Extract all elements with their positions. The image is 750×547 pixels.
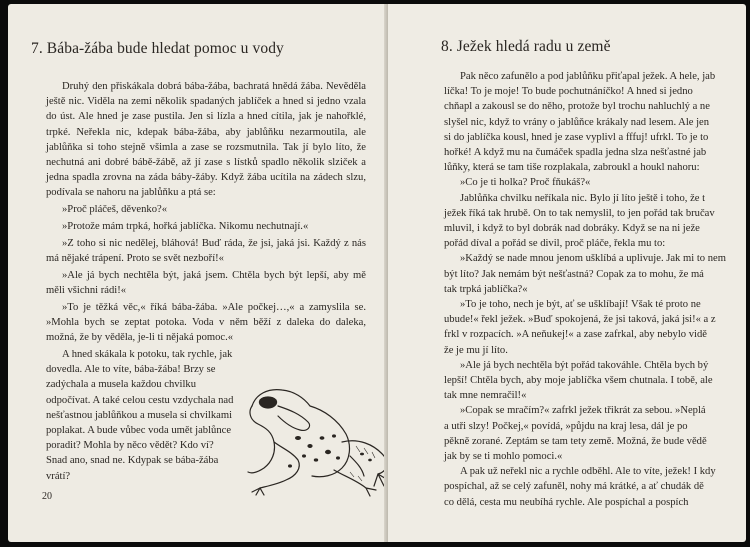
text-line: tak trpká jablíčka?« [444,283,528,295]
text-line: frkl v rozpacích. »A neňukej!« a zase zafrkal, aby nebylo vidě [444,329,707,341]
text-line: pěkně zorané. Zeptám se tam tety země. Možná, že bude vědě [444,435,707,447]
text-line: Jablůňka chvilku neříkala nic. Bylo jí líto ještě i toho, že t [460,192,706,204]
paragraph: A hned skákala k potoku, tak rychle, jak dovedla. Ale to víte, bába-žába! Brzy se zadýchala a musela každou chvilku odpočívat. A také celou cestu vzdychala nad nešťastnou jablůňkou a musela si chvilkami poplakat. A bude vůbec voda umět jablůnce poradit? Mohla by něco vědět? Kdo ví? Snad ano, snad ne. Kdypak se bába-žába vrátí? [46,349,234,482]
paragraph: »Ale já bych nechtěla být, jaká jsem. Chtěla bych být lepší, aby mě měli všichni rádi!« [46,269,366,297]
page-number: 20 [42,491,52,502]
text-line: »Každý se nade mnou jenom ušklíbá a uplivuje. Jak mi to nem [460,253,726,265]
paragraph: »Protože mám trpká, hořká jablíčka. Nikomu nechutnají.« [62,221,309,233]
text-line: líčka! To je moje! To bude pochutnáníčko! A hned si jedno [444,86,693,98]
paragraph: »Z toho si nic nedělej, bláhová! Buď ráda, že jsi, jaká jsi. Každý z nás má nějaké trápení. Proto se svět nezboří!« [46,237,366,265]
text-line: jak by se ti mohlo pomoci.« [444,451,563,463]
text-line: »Copak se mračím?« zafrkl ježek třikrát za sebou. »Neplá [460,405,706,417]
paragraph: »To je těžká věc,« říká bába-žába. »Ale počkej…,« a zamyslila se. »Mohla bych se zeptat potoka. Voda v něm běží z daleka do daleka, možná, že by věděla, je-li ti nějaká pomoc.« [46,301,366,344]
text-line: lůňky, která se tam tiše rozplakala, zabroukl a houkl nahoru: [444,162,700,174]
text-line: tak mne nemračil!« [444,390,527,402]
text-line: »Co je ti holka? Proč fňukáš?« [460,177,591,189]
text-line: slyšel nic, když to vrány o jablůňce krákaly nad lesem. Ale jen [444,116,710,128]
text-line: pořád díval a pořád se divil, proč pláče, řekla mu to: [444,238,666,250]
text-line: hořké! A když mu na čumáček spadla jedna slza nešťastné jab [444,147,707,159]
text-line: si do jablíčka kousl, hned je zase vyplivl a fffuj! ufrkl. To je to [444,131,709,143]
text-line: ježek říká tak hrubě. On to tak nemyslil, to jen pořád tak bručav [444,207,715,219]
text-line: být líto? Jak nemám být nešťastná? Copak za to mohu, že má [444,268,704,280]
text-line: pospíchal, až se celý zafuněl, nohy má krátké, a ať chudák dě [444,481,704,493]
text-line: »Ale já bych nechtěla být pořád takováhle. Chtěla bych bý [460,359,709,371]
right-page [388,4,746,542]
text-line: chňapl a zakousl se do něho, protože byl trochu nahluchlý a ne [444,101,710,113]
text-line: lepší! Chtěla bych, aby moje jablíčka všem chutnala. I tobě, ale [444,375,713,387]
frog-illustration [238,376,386,498]
chapter-8-title: 8. Ježek hledá radu u země [441,38,611,55]
text-line: že je mu jí líto. [444,344,508,356]
right-page-text [444,69,744,510]
left-page [8,4,386,542]
paragraph: »Proč pláčeš, děvenko?« [62,204,168,216]
text-line: »To je toho, nech je být, ať se ušklíbají! Však té proto ne [460,299,701,311]
text-line: mluvil, i když to byl dobrák nad dobráky. Když se na ni ježe [444,223,700,235]
text-line: co dělá, cesta mu neubíhá rychle. Ale pospíchal a pospích [444,496,689,508]
text-line: Pak něco zafunělo a pod jablůňku přiťapal ježek. A hele, jab [460,71,716,82]
paragraph: Druhý den přiskákala dobrá bába-žába, bachratá hnědá žába. Nevěděla ještě nic. Viděla na zemi několik spadaných jablíček a hned si jedno vzala do úst. Ale hned je zase pustila. Jen si lízla a hned cítila, jak je nahořklé, trpké. Neřekla nic, kdepak bába-žába, aby jablůňku nezarmoutila, ale jablůňka si toho stejně všimla a zase se rozsmutnila. Tak jí bylo líto, že nechutná ani dobré bábě-žábě, až jí zase s lístků spadlo několik slziček a jedna spadla zrovna na záda báby-žáby. Když žába ucítila na zádech slzu, podívala se nahoru na jablůňku a ptá se: [46,81,366,199]
text-line: ubude!« řekl ježek. »Buď spokojená, že jsi taková, jaká jsi!« a z [444,314,716,326]
chapter-7-title: 7. Bába-žába bude hledat pomoc u vody [31,40,284,57]
text-line: a utři slzy! Počkej,« povídá, »půjdu na kraj lesa, dál je po [444,420,688,432]
text-line: A pak už neřekl nic a rychle odběhl. Ale to víte, ježek! I kdy [460,466,716,478]
